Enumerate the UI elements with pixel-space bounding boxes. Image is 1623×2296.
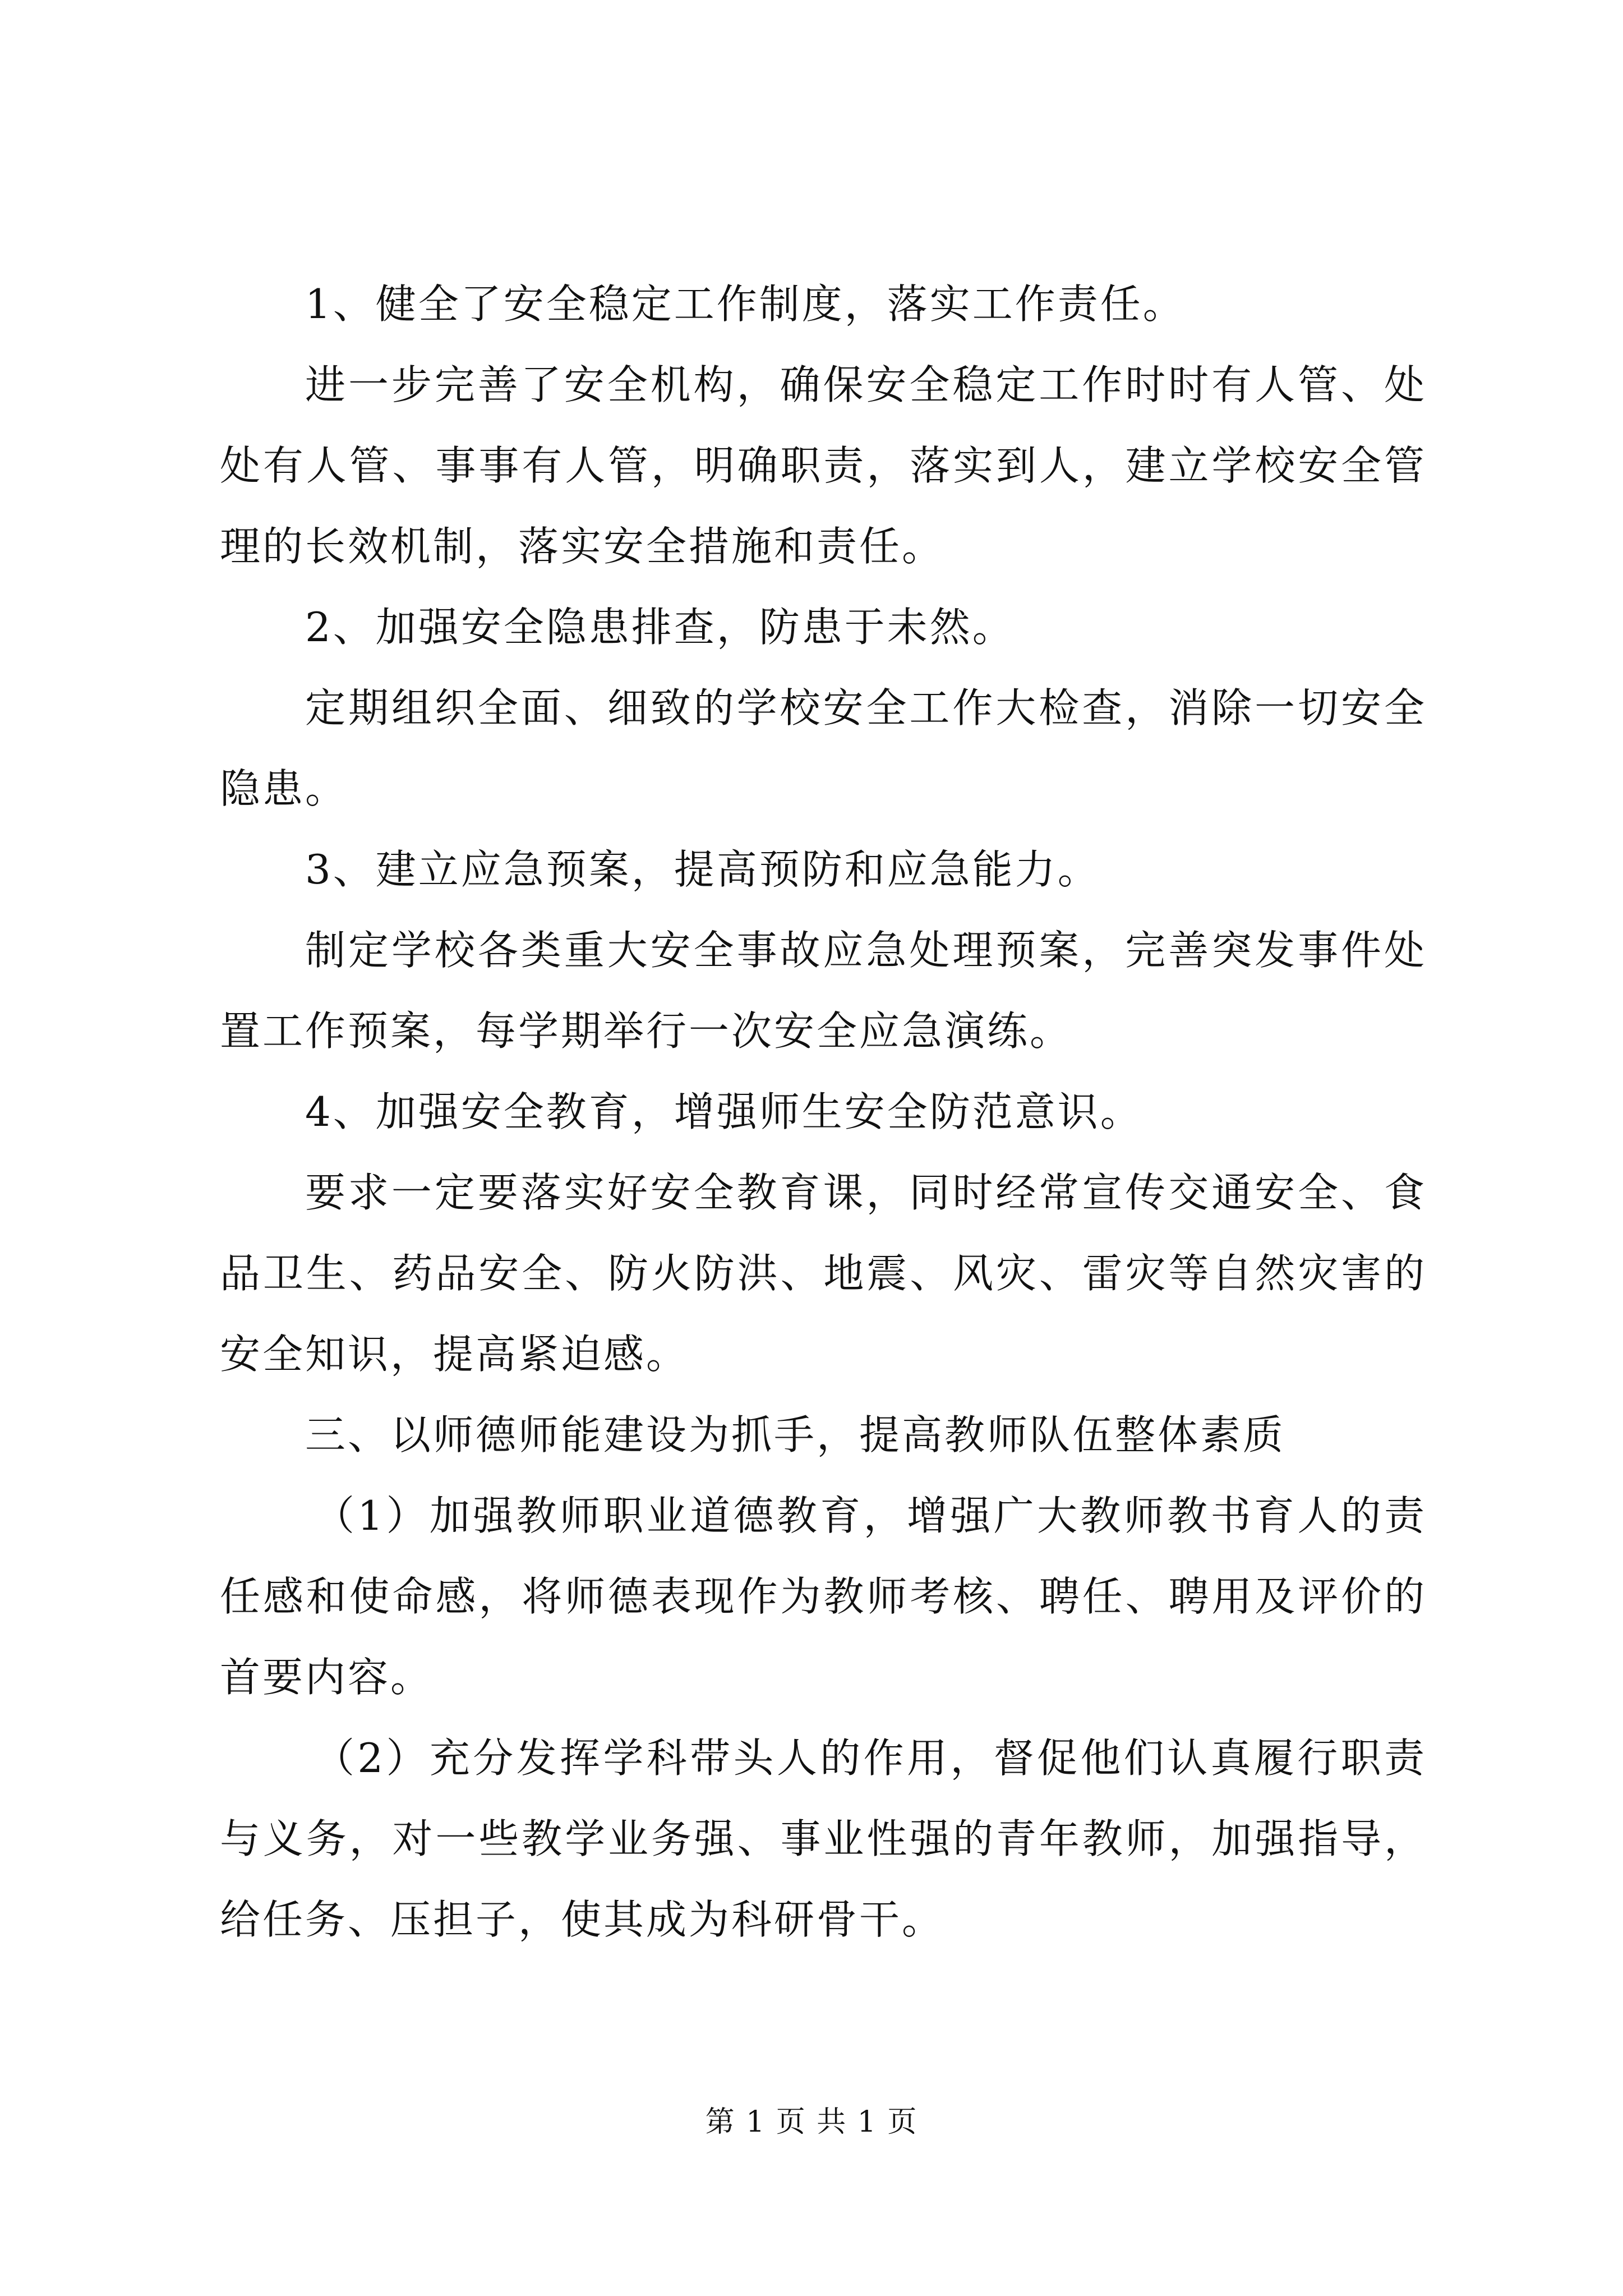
paragraph-9: 三、以师德师能建设为抓手，提高教师队伍整体素质 [305, 1411, 1286, 1458]
document-body [220, 264, 1427, 1960]
paragraph-3: 2、加强安全隐患排查，防患于未然。 [305, 604, 1015, 651]
paragraph-7: 4、加强安全教育，增强师生安全防范意识。 [305, 1088, 1143, 1135]
paragraph-8: 要求一定要落实好安全教育课，同时经常宣传交通安全、食品卫生、药品安全、防火防洪、地震、风灾、雷灾等自然灾害的安全知识，提高紧迫感。 [220, 1169, 1427, 1378]
paragraph-5: 3、建立应急预案，提高预防和应急能力。 [305, 846, 1100, 893]
paragraph-11: （2）充分发挥学科带头人的作用，督促他们认真履行职责与义务，对一些教学业务强、事业性强的青年教师，加强指导，给任务、压担子，使其成为科研骨干。 [220, 1734, 1427, 1943]
paragraph-4: 定期组织全面、细致的学校安全工作大检查，消除一切安全隐患。 [220, 684, 1427, 812]
paragraph-6: 制定学校各类重大安全事故应急处理预案，完善突发事件处置工作预案，每学期举行一次安全应急演练。 [220, 927, 1427, 1055]
paragraph-10: （1）加强教师职业道德教育，增强广大教师教书育人的责任感和使命感，将师德表现作为教师考核、聘任、聘用及评价的首要内容。 [220, 1492, 1427, 1701]
paragraph-1: 1、健全了安全稳定工作制度，落实工作责任。 [305, 280, 1186, 328]
paragraph-2: 进一步完善了安全机构，确保安全稳定工作时时有人管、处处有人管、事事有人管，明确职责，落实到人，建立学校安全管理的长效机制，落实安全措施和责任。 [220, 361, 1427, 570]
page-footer: 第 1 页 共 1 页 [705, 2105, 918, 2139]
